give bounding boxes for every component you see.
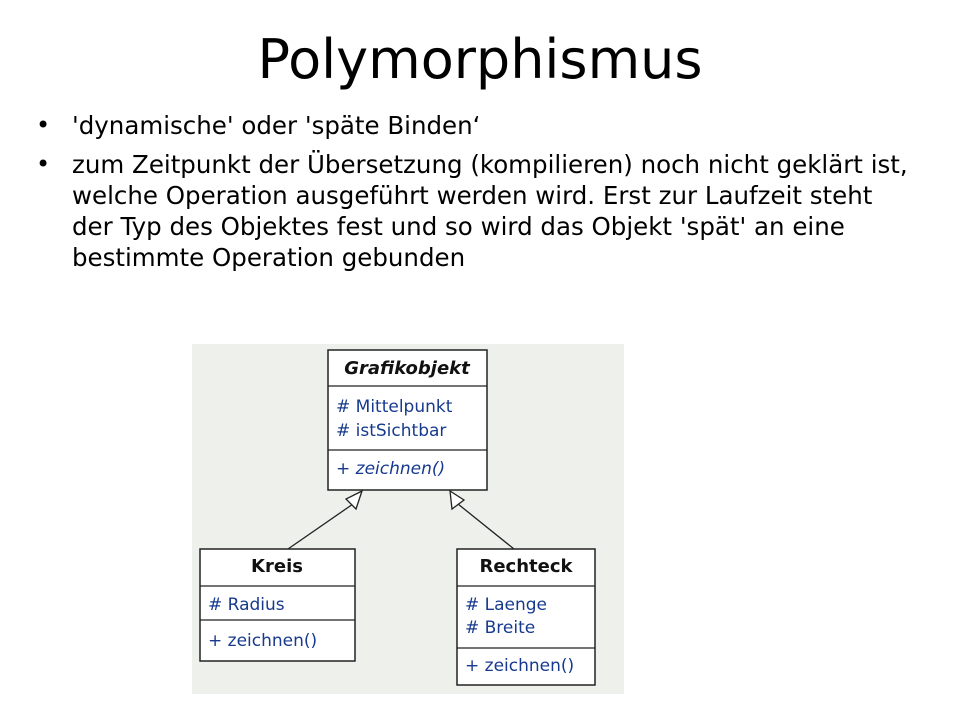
bullet-dot: • bbox=[36, 150, 51, 178]
bullet-item bbox=[36, 149, 916, 273]
bullet-text: 'dynamische' oder 'späte Binden‘ bbox=[72, 111, 481, 140]
class-box-rechteck bbox=[457, 549, 595, 685]
class-name: Kreis bbox=[251, 556, 303, 577]
class-attribute: # Breite bbox=[465, 618, 536, 638]
class-name: Rechteck bbox=[479, 556, 573, 577]
slide-title: Polymorphismus bbox=[257, 28, 703, 91]
generalization-triangle-icon bbox=[346, 491, 362, 509]
class-box-kreis bbox=[200, 549, 355, 661]
class-box-grafikobjekt bbox=[328, 350, 487, 490]
class-attribute: # Mittelpunkt bbox=[336, 397, 453, 417]
class-attribute: # Radius bbox=[208, 595, 285, 615]
bullet-item bbox=[36, 110, 916, 141]
class-operation: + zeichnen() bbox=[465, 656, 575, 676]
bullet-dot: • bbox=[36, 111, 51, 139]
generalization-line bbox=[288, 504, 353, 549]
class-attribute: # Laenge bbox=[465, 595, 548, 615]
inheritance-arrow-kreis bbox=[288, 491, 362, 549]
bullet-list bbox=[36, 110, 916, 281]
generalization-triangle-icon bbox=[450, 491, 464, 509]
inheritance-arrow-rechteck bbox=[450, 491, 514, 549]
uml-diagram-canvas bbox=[192, 344, 624, 694]
uml-class-diagram bbox=[192, 344, 624, 694]
class-operation: + zeichnen() bbox=[208, 631, 318, 651]
generalization-line bbox=[458, 504, 514, 549]
class-name: Grafikobjekt bbox=[344, 358, 470, 379]
class-attribute: # istSichtbar bbox=[336, 421, 447, 441]
bullet-text: zum Zeitpunkt der Übersetzung (kompilieren) noch nicht geklärt ist, welche Operation ausgeführt werden wird. Erst zur Laufzeit steht der Typ des Objektes fest und so wird das Objekt 'spät' an eine bestimmte Operation gebunden bbox=[72, 150, 908, 272]
class-operation: + zeichnen() bbox=[336, 459, 446, 479]
